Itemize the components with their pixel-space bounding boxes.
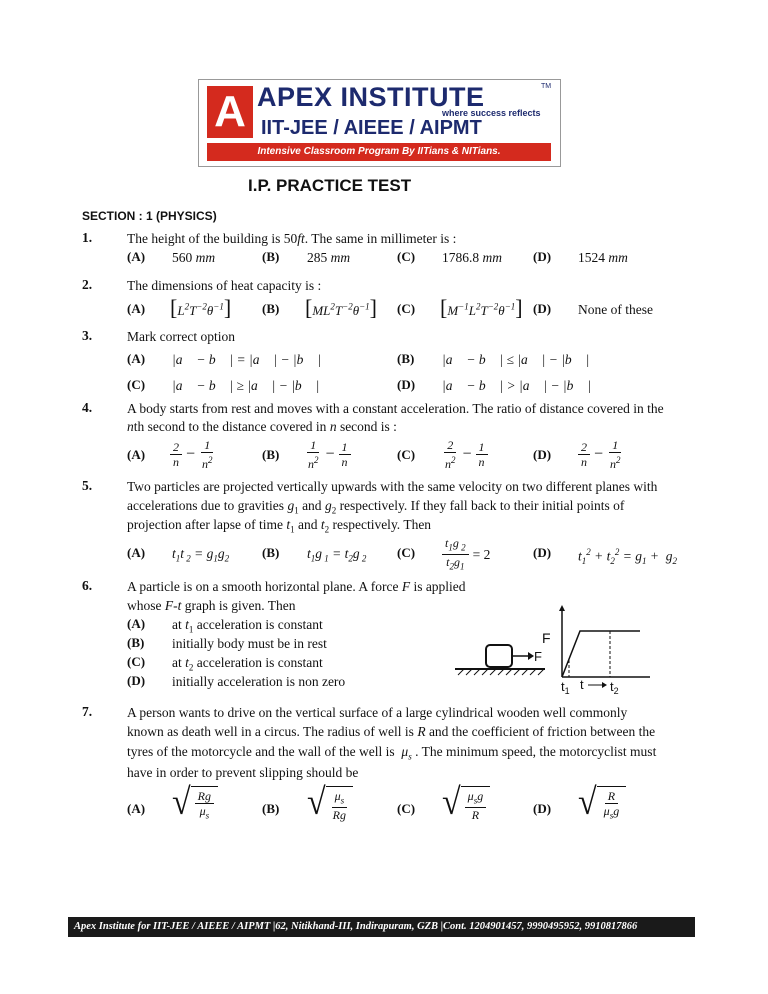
q3-a-formula: |a⃗ − b⃗ | = |a⃗ | − |b⃗ | bbox=[172, 352, 321, 367]
q2-text: The dimensions of heat capacity is : bbox=[127, 278, 322, 293]
q5-text-line2: accelerations due to gravities $g_1$ and $g_2$ respectively. If they fall back to their initial points of bbox=[127, 498, 625, 516]
footer-bar bbox=[68, 917, 695, 937]
q7-text-line2: known as death well in a circus. The radius of well is R and the coefficient of friction between the bbox=[127, 724, 656, 739]
q2-c-label: (C) bbox=[397, 301, 416, 316]
q1-text: The height of the building is 50ft. The same in millimeter is : bbox=[127, 231, 457, 246]
fig-t1-label: $t_1$ bbox=[561, 679, 570, 695]
q7-b-formula: √ $\frac{\mu_s}{Rg}$ bbox=[307, 786, 353, 822]
q5-d-label: (D) bbox=[533, 545, 552, 560]
q7-c-formula: √ $\frac{\mu_sg}{R}$ bbox=[442, 786, 490, 822]
fig-t2-label: $t_2$ bbox=[610, 679, 619, 695]
q5-text-line3: projection after lapse of time $t_1$ and $t_2$ respectively. Then bbox=[127, 517, 432, 535]
block bbox=[486, 645, 512, 667]
q7-c-label: (C) bbox=[397, 801, 416, 816]
q3-c-formula: |a⃗ − b⃗ | ≥ |a⃗ | − |b⃗ | bbox=[172, 378, 320, 393]
logo-tm: TM bbox=[541, 83, 552, 90]
q1-c-value: 1786.8 mm bbox=[442, 250, 502, 265]
q1-a-value: 560 mm bbox=[172, 250, 216, 265]
q5-text-line1: Two particles are projected vertically upwards with the same velocity on two different planes with bbox=[127, 479, 658, 494]
q2-a-formula: $[L^2T^{-2}\theta^{-1}]$ bbox=[170, 295, 232, 320]
q6-c-value: at $t_2$ acceleration is constant bbox=[172, 655, 323, 673]
q4-number: 4. bbox=[82, 400, 93, 415]
q6-b-label: (B) bbox=[127, 635, 145, 650]
q2-a-label: (A) bbox=[127, 301, 146, 316]
logo-tagline: where success reflects bbox=[442, 108, 541, 118]
q3-d-formula: |a⃗ − b⃗ | > |a⃗ | − |b⃗ | bbox=[442, 378, 591, 393]
q7-d-label: (D) bbox=[533, 801, 552, 816]
q5-b-label: (B) bbox=[262, 545, 280, 560]
q4-c-label: (C) bbox=[397, 447, 416, 462]
q7-text-line1: A person wants to drive on the vertical surface of a large cylindrical wooden well commonly bbox=[127, 705, 628, 720]
logo-program: Intensive Classroom Program By IITians & NITians. bbox=[257, 146, 501, 157]
q4-d-label: (D) bbox=[533, 447, 552, 462]
q4-b-label: (B) bbox=[262, 447, 280, 462]
q4-text-line1: A body starts from rest and moves with a constant acceleration. The ratio of distance covered in the bbox=[127, 401, 664, 416]
q3-number: 3. bbox=[82, 328, 93, 343]
q7-number: 7. bbox=[82, 704, 93, 719]
q1-b-value: 285 mm bbox=[307, 250, 351, 265]
q4-a-label: (A) bbox=[127, 447, 146, 462]
q6-a-label: (A) bbox=[127, 616, 146, 631]
q7-text-line4: have in order to prevent slipping should be bbox=[127, 765, 359, 780]
logo-title: APEX INSTITUTE bbox=[257, 82, 485, 112]
q3-a-label: (A) bbox=[127, 351, 146, 366]
q1-c-label: (C) bbox=[397, 249, 416, 264]
q2-c-formula: $[M^{-1}L^2T^{-2}\theta^{-1}]$ bbox=[440, 295, 523, 320]
q6-text-line1: A particle is on a smooth horizontal plane. A force F is applied bbox=[127, 579, 466, 594]
q5-c-label: (C) bbox=[397, 545, 416, 560]
q3-b-label: (B) bbox=[397, 351, 415, 366]
q5-c-formula: $\frac{t_1g _2}{t_2g_1}$ = 2 bbox=[442, 536, 490, 574]
q5-b-formula: $t_1g$ $_1 = t_2g$ $_2$ bbox=[307, 546, 367, 564]
logo bbox=[198, 79, 561, 167]
q2-b-label: (B) bbox=[262, 301, 280, 316]
q7-a-formula: √ $\frac{Rg}{\mu_s}$ bbox=[172, 786, 218, 822]
q4-b-formula: $\frac{1}{n^2}$ − $\frac{1}{n}$ bbox=[305, 438, 351, 471]
q4-text-line2: nth second to the distance covered in n second is : bbox=[127, 419, 397, 434]
q1-d-value: 1524 mm bbox=[578, 250, 628, 265]
q2-d-value: None of these bbox=[578, 302, 653, 317]
q4-d-formula: $\frac{2}{n}$ − $\frac{1}{n^2}$ bbox=[578, 438, 624, 471]
q1-number: 1. bbox=[82, 230, 93, 245]
q5-a-formula: $t_1t$ $_2 = g_1g_2$ bbox=[172, 546, 230, 564]
q1-a-label: (A) bbox=[127, 249, 146, 264]
q1-d-label: (D) bbox=[533, 249, 552, 264]
q6-d-value: initially acceleration is non zero bbox=[172, 674, 346, 689]
section-heading: SECTION : 1 (PHYSICS) bbox=[82, 209, 217, 223]
q3-text: Mark correct option bbox=[127, 329, 235, 344]
q2-b-formula: $[ML^2T^{-2}\theta^{-1}]$ bbox=[305, 295, 377, 320]
q7-b-label: (B) bbox=[262, 801, 280, 816]
q1-b-label: (B) bbox=[262, 249, 280, 264]
footer-text: Apex Institute for IIT-JEE / AIEEE / AIPMT |62, Nitikhand-III, Indirapuram, GZB |Cont. 1204901457, 9990495952, 9910817866 bbox=[74, 921, 638, 932]
q6-b-value: initially body must be in rest bbox=[172, 636, 327, 651]
logo-courses: IIT-JEE / AIEEE / AIPMT bbox=[261, 117, 482, 139]
test-title: I.P. PRACTICE TEST bbox=[248, 176, 412, 195]
q3-d-label: (D) bbox=[397, 377, 416, 392]
q5-a-label: (A) bbox=[127, 545, 146, 560]
q6-figure bbox=[450, 605, 650, 695]
q6-number: 6. bbox=[82, 578, 93, 593]
q2-d-label: (D) bbox=[533, 301, 552, 316]
q6-d-label: (D) bbox=[127, 673, 146, 688]
q2-number: 2. bbox=[82, 277, 93, 292]
q6-text-line2: whose F-t graph is given. Then bbox=[127, 598, 296, 613]
q7-text-line3: tyres of the motorcycle and the wall of the well is $\mu_s$ . The minimum speed, the motorcyclist must bbox=[127, 744, 657, 762]
q4-a-formula: $\frac{2}{n}$ − $\frac{1}{n^2}$ bbox=[170, 438, 216, 471]
q5-d-formula: $t_1^2 + t_2^2 = g_1 + g_2$ bbox=[578, 547, 678, 567]
q7-a-label: (A) bbox=[127, 801, 146, 816]
q3-b-formula: |a⃗ − b⃗ | ≤ |a⃗ | − |b⃗ | bbox=[442, 352, 590, 367]
fig-F-axis-label: F bbox=[542, 630, 551, 646]
logo-a-block: A bbox=[207, 86, 253, 138]
q6-c-label: (C) bbox=[127, 654, 146, 669]
q6-a-value: at $t_1$ acceleration is constant bbox=[172, 617, 323, 635]
q5-number: 5. bbox=[82, 478, 93, 493]
q4-c-formula: $\frac{2}{n^2}$ − $\frac{1}{n}$ bbox=[442, 438, 488, 471]
fig-t-label: t bbox=[580, 677, 584, 692]
logo-program-bar bbox=[207, 143, 551, 161]
fig-F-arrow-label: F bbox=[534, 649, 542, 664]
q3-c-label: (C) bbox=[127, 377, 146, 392]
q7-d-formula: √ $\frac{R}{\mu_sg}$ bbox=[578, 786, 626, 822]
force-curve bbox=[562, 631, 640, 677]
